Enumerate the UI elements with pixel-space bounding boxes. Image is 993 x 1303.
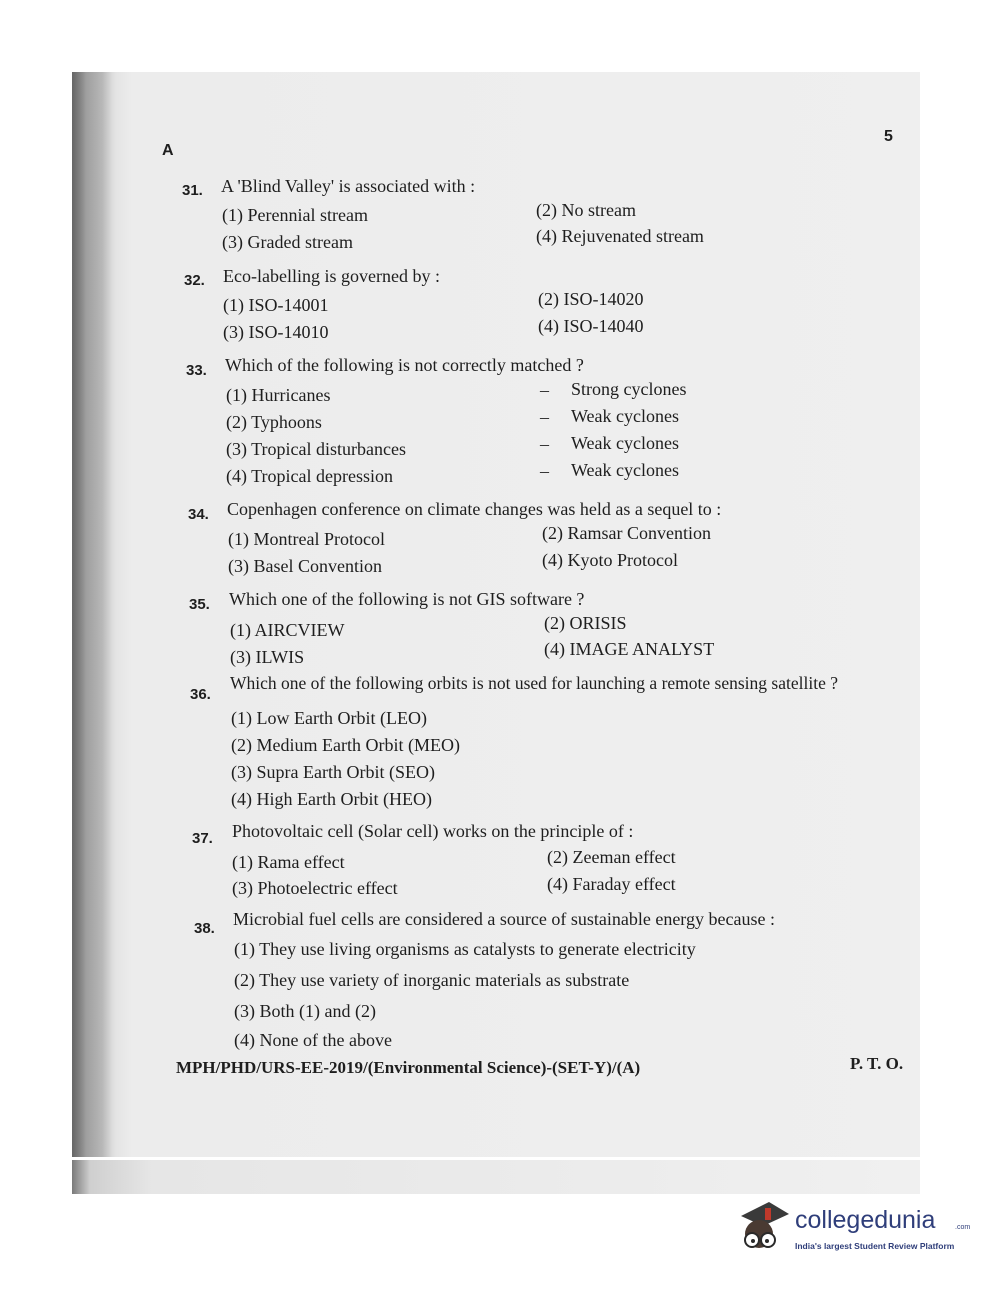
question-text: Which one of the following orbits is not used for launching a remote sensing satellite ? [230,673,838,693]
question-text: Eco-labelling is governed by : [223,266,440,286]
option-1: (1) Perennial stream [222,205,368,225]
option-4: (4) ISO-14040 [538,316,644,336]
option-2: (2) Medium Earth Orbit (MEO) [231,735,460,755]
question-text: Copenhagen conference on climate changes was held as a sequel to : [227,499,722,519]
option-2: (2) No stream [536,200,636,220]
question-number: 32. [184,272,205,289]
option-2: (2) ORISIS [544,613,627,633]
option-3: (3) Supra Earth Orbit (SEO) [231,762,435,782]
option-3: (3) Both (1) and (2) [234,1001,376,1021]
option-2: (2) Ramsar Convention [542,523,711,543]
option-4: (4) Rejuvenated stream [536,226,704,246]
match-right-2: Weak cyclones [571,406,679,426]
exam-code: MPH/PHD/URS-EE-2019/(Environmental Science)-(SET-Y)/(A) [176,1058,641,1077]
option-2: (2) Zeeman effect [547,847,676,867]
collegedunia-logo[interactable] [735,1196,971,1266]
question-number: 35. [189,596,210,613]
match-left-2: (2) Typhoons [226,412,322,432]
match-left-4: (4) Tropical depression [226,466,393,486]
match-dash: – [540,407,549,427]
question-text: A 'Blind Valley' is associated with : [221,176,476,196]
question-text: Which of the following is not correctly matched ? [225,355,584,375]
match-left-1: (1) Hurricanes [226,385,331,405]
match-dash: – [540,434,549,454]
option-1: (1) Low Earth Orbit (LEO) [231,708,427,728]
option-1: (1) AIRCVIEW [230,620,345,640]
option-4: (4) None of the above [234,1030,392,1050]
option-4: (4) High Earth Orbit (HEO) [231,789,432,809]
logo-suffix: .com [955,1224,971,1231]
match-dash: – [540,380,549,400]
mascot-icon [735,1196,791,1258]
option-4: (4) IMAGE ANALYST [544,639,715,659]
question-number: 36. [190,686,211,703]
option-1: (1) Montreal Protocol [228,529,385,549]
page-number: 5 [884,128,893,145]
option-1: (1) ISO-14001 [223,295,329,315]
option-1: (1) They use living organisms as catalysts to generate electricity [234,939,696,959]
option-2: (2) ISO-14020 [538,289,644,309]
option-4: (4) Kyoto Protocol [542,550,678,570]
option-1: (1) Rama effect [232,852,345,872]
question-number: 37. [192,830,213,847]
option-3: (3) Photoelectric effect [232,878,398,898]
question-number: 38. [194,920,215,937]
option-3: (3) Basel Convention [228,556,382,576]
option-3: (3) ILWIS [230,647,305,667]
match-left-3: (3) Tropical disturbances [226,439,406,459]
question-text: Microbial fuel cells are considered a source of sustainable energy because : [233,909,775,929]
match-right-4: Weak cyclones [571,460,679,480]
option-3: (3) ISO-14010 [223,322,329,342]
question-text: Photovoltaic cell (Solar cell) works on the principle of : [232,821,634,841]
match-right-1: Strong cyclones [571,379,687,399]
logo-name: collegedunia [795,1206,936,1234]
option-2: (2) They use variety of inorganic materials as substrate [234,970,630,990]
pto-label: P. T. O. [850,1054,904,1073]
section-letter: A [162,142,174,159]
match-dash: – [540,461,549,481]
question-number: 33. [186,362,207,379]
logo-tagline: India's largest Student Review Platform [795,1241,955,1251]
question-number: 31. [182,182,203,199]
match-right-3: Weak cyclones [571,433,679,453]
question-text: Which one of the following is not GIS software ? [229,589,585,609]
question-number: 34. [188,506,209,523]
option-4: (4) Faraday effect [547,874,676,894]
option-3: (3) Graded stream [222,232,353,252]
